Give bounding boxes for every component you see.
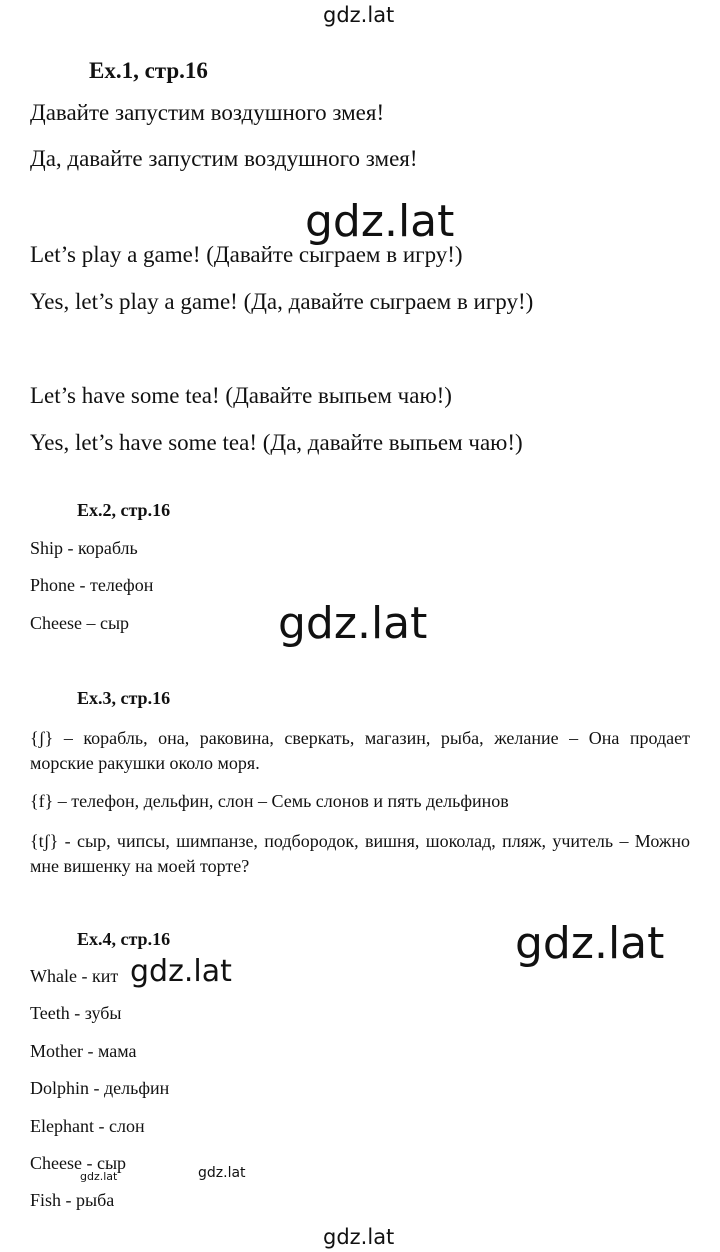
watermark-small: gdz.lat bbox=[80, 1170, 118, 1183]
watermark-large: gdz.lat bbox=[305, 196, 455, 247]
ex1-line: Let’s have some tea! (Давайте выпьем чаю!) bbox=[30, 383, 452, 408]
ex1-line: Давайте запустим воздушного змея! bbox=[30, 100, 385, 125]
ex4-heading: Ex.4, стр.16 bbox=[77, 929, 171, 949]
ex4-line: Fish - рыба bbox=[30, 1190, 115, 1210]
ex4-line: Whale - кит bbox=[30, 966, 119, 986]
ex1-heading: Ex.1, стр.16 bbox=[89, 58, 208, 83]
ex3-line: {f} – телефон, дельфин, слон – Семь слонов и пять дельфинов bbox=[30, 791, 509, 811]
ex1-line: Yes, let’s have some tea! (Да, давайте выпьем чаю!) bbox=[30, 430, 523, 455]
ex4-line: Teeth - зубы bbox=[30, 1003, 122, 1023]
watermark-top: gdz.lat bbox=[323, 3, 395, 27]
ex3-heading: Ex.3, стр.16 bbox=[77, 688, 171, 708]
ex4-line: Dolphin - дельфин bbox=[30, 1078, 170, 1098]
ex4-line: Mother - мама bbox=[30, 1041, 137, 1061]
ex2-line: Cheese – сыр bbox=[30, 613, 130, 633]
ex2-heading: Ex.2, стр.16 bbox=[77, 500, 171, 520]
ex4-line: Elephant - слон bbox=[30, 1116, 145, 1136]
watermark-large: gdz.lat bbox=[515, 918, 665, 969]
ex1-line: Да, давайте запустим воздушного змея! bbox=[30, 146, 418, 171]
ex4-line: Cheese - сыр bbox=[30, 1153, 127, 1173]
watermark-small: gdz.lat bbox=[198, 1165, 246, 1181]
ex3-line: {ʃ} – корабль, она, раковина, сверкать, магазин, рыба, желание – Она продает морские ракушки около моря. bbox=[30, 728, 690, 773]
ex2-line: Phone - телефон bbox=[30, 575, 154, 595]
ex1-line: Let’s play a game! (Давайте сыграем в игру!) bbox=[30, 242, 463, 267]
watermark-medium: gdz.lat bbox=[130, 954, 236, 989]
ex1-line: Yes, let’s play a game! (Да, давайте сыграем в игру!) bbox=[30, 289, 534, 314]
watermark-large: gdz.lat bbox=[278, 598, 428, 649]
watermark-bottom: gdz.lat bbox=[323, 1225, 395, 1249]
ex2-line: Ship - корабль bbox=[30, 538, 138, 558]
ex3-line: {tʃ} - сыр, чипсы, шимпанзе, подбородок, вишня, шоколад, пляж, учитель – Можно мне вишенку на моей торте? bbox=[30, 831, 690, 876]
